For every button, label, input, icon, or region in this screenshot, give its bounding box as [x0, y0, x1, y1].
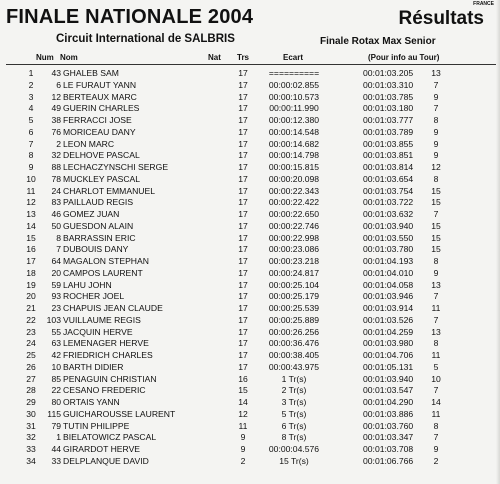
- cell-num: 7: [56, 244, 61, 255]
- cell-ecart: 00:00:22.998: [268, 232, 320, 243]
- cell-name: CAMPOS LAURENT: [63, 267, 143, 278]
- cell-trs: 17: [238, 361, 248, 372]
- cell-lap: 00:01:03.722: [363, 197, 414, 208]
- cell-name: ORTAIS YANN: [63, 397, 120, 407]
- cell-num: 44: [51, 444, 61, 454]
- cell-trs: 12: [238, 408, 248, 419]
- cell-pos: 8: [28, 150, 34, 161]
- cell-name: MUCKLEY PASCAL: [63, 173, 141, 184]
- cell-ecart: 00:00:22.746: [268, 220, 320, 231]
- cell-trs: 17: [238, 209, 248, 219]
- cell-num: 64: [51, 256, 61, 266]
- cell-tour: 11: [431, 350, 441, 360]
- cell-num: 115: [47, 408, 61, 419]
- cell-tour: 15: [431, 244, 441, 255]
- cell-tour: 9: [433, 91, 439, 102]
- cell-ecart: 8 Tr(s): [281, 432, 307, 443]
- cell-num: 93: [51, 291, 61, 302]
- cell-trs: 9: [240, 432, 246, 443]
- scan-edge: [496, 0, 500, 484]
- cell-pos: 15: [26, 232, 36, 243]
- cell-pos: 20: [26, 291, 36, 302]
- table-row: [0, 139, 500, 151]
- table-row: [0, 421, 500, 433]
- cell-lap: 00:01:03.940: [363, 220, 414, 231]
- cell-name: GUICHAROUSSE LAURENT: [63, 408, 176, 419]
- cell-pos: 13: [26, 209, 36, 219]
- cell-tour: 8: [433, 256, 439, 266]
- cell-pos: 24: [26, 338, 36, 349]
- col-header-nat: Nat: [208, 53, 221, 62]
- table-row: [0, 397, 500, 409]
- cell-pos: 12: [26, 197, 36, 208]
- cell-tour: 9: [433, 267, 439, 278]
- cell-num: 24: [51, 185, 61, 196]
- cell-name: BARTH DIDIER: [63, 361, 124, 372]
- cell-pos: 28: [26, 385, 36, 396]
- cell-tour: 10: [431, 373, 441, 384]
- cell-ecart: 2 Tr(s): [281, 385, 307, 396]
- cell-lap: 00:01:04.193: [363, 256, 414, 266]
- cell-num: 46: [51, 209, 61, 219]
- cell-lap: 00:01:03.708: [363, 444, 414, 454]
- cell-num: 23: [51, 303, 61, 313]
- page-title: FINALE NATIONALE 2004: [6, 6, 254, 28]
- cell-num: 59: [51, 279, 61, 290]
- col-header-pour-info: (Pour info au Tour): [368, 53, 440, 62]
- cell-tour: 13: [431, 279, 441, 290]
- table-row: [0, 103, 500, 115]
- cell-trs: 17: [238, 244, 248, 255]
- cell-tour: 7: [433, 79, 439, 90]
- cell-pos: 14: [26, 220, 36, 231]
- cell-trs: 17: [238, 350, 248, 360]
- cell-pos: 21: [26, 303, 36, 313]
- cell-lap: 00:01:04.290: [363, 397, 414, 407]
- cell-lap: 00:01:03.789: [363, 126, 414, 137]
- cell-lap: 00:01:04.058: [363, 279, 414, 290]
- cell-num: 88: [51, 162, 61, 172]
- cell-lap: 00:01:03.980: [363, 338, 414, 349]
- cell-name: GHALEB SAM: [63, 68, 119, 78]
- cell-num: 12: [51, 91, 61, 102]
- cell-trs: 17: [238, 338, 248, 349]
- table-row: [0, 162, 500, 174]
- cell-lap: 00:01:03.946: [363, 291, 414, 302]
- cell-trs: 16: [238, 373, 248, 384]
- cell-name: DELPLANQUE DAVID: [63, 455, 149, 466]
- cell-num: 63: [51, 338, 61, 349]
- cell-tour: 15: [431, 232, 441, 243]
- cell-trs: 17: [238, 197, 248, 208]
- table-row: [0, 150, 500, 162]
- table-row: [0, 197, 500, 209]
- cell-lap: 00:01:03.526: [363, 314, 414, 325]
- cell-lap: 00:01:03.785: [363, 91, 414, 102]
- cell-lap: 00:01:05.131: [363, 361, 414, 372]
- cell-pos: 27: [26, 373, 36, 384]
- table-row: [0, 68, 500, 80]
- cell-name: LECHACZYNSCHI SERGE: [63, 162, 169, 172]
- cell-pos: 2: [28, 79, 34, 90]
- cell-ecart: 00:00:04.576: [268, 444, 320, 454]
- cell-num: 80: [51, 397, 61, 407]
- cell-num: 6: [56, 79, 61, 90]
- cell-trs: 17: [238, 91, 248, 102]
- cell-name: GOMEZ JUAN: [63, 209, 120, 219]
- cell-lap: 00:01:04.010: [363, 267, 414, 278]
- table-row: [0, 374, 500, 386]
- cell-tour: 9: [433, 126, 439, 137]
- table-row: [0, 338, 500, 350]
- cell-lap: 00:01:03.654: [363, 173, 414, 184]
- cell-lap: 00:01:03.310: [363, 79, 414, 90]
- cell-pos: 25: [26, 350, 36, 360]
- cell-trs: 17: [238, 279, 248, 290]
- cell-ecart: 00:00:14.798: [268, 150, 320, 161]
- table-row: [0, 268, 500, 280]
- cell-lap: 00:01:03.205: [363, 68, 414, 78]
- cell-pos: 5: [28, 115, 34, 125]
- cell-name: FRIEDRICH CHARLES: [63, 350, 153, 360]
- header-divider: [6, 64, 496, 65]
- cell-pos: 9: [28, 162, 34, 172]
- table-row: [0, 209, 500, 221]
- cell-lap: 00:01:04.706: [363, 350, 414, 360]
- cell-ecart: 00:00:22.422: [268, 197, 320, 208]
- table-row: [0, 409, 500, 421]
- table-row: [0, 233, 500, 245]
- cell-trs: 17: [238, 68, 248, 78]
- cell-name: PAILLAUD REGIS: [63, 197, 134, 208]
- cell-ecart: 00:00:20.098: [268, 173, 320, 184]
- table-row: [0, 362, 500, 374]
- cell-ecart: 3 Tr(s): [281, 397, 307, 407]
- cell-pos: 33: [26, 444, 36, 454]
- cell-pos: 32: [26, 432, 36, 443]
- cell-trs: 17: [238, 326, 248, 337]
- cell-tour: 11: [431, 303, 441, 313]
- cell-num: 38: [51, 115, 61, 125]
- cell-pos: 19: [26, 279, 36, 290]
- col-header-num: Num: [36, 53, 54, 62]
- cell-name: JACQUIN HERVE: [63, 326, 133, 337]
- table-row: [0, 350, 500, 362]
- cell-ecart: 00:00:14.682: [268, 138, 320, 149]
- cell-num: 20: [51, 267, 61, 278]
- cell-name: BERTEAUX MARC: [63, 91, 137, 102]
- cell-pos: 29: [26, 397, 36, 407]
- cell-trs: 11: [238, 420, 248, 431]
- table-row: [0, 291, 500, 303]
- table-row: [0, 327, 500, 339]
- cell-lap: 00:01:03.777: [363, 115, 414, 125]
- cell-lap: 00:01:03.754: [363, 185, 414, 196]
- cell-ecart: 00:00:15.815: [268, 162, 320, 172]
- cell-name: ROCHER JOEL: [63, 291, 125, 302]
- cell-lap: 00:01:03.550: [363, 232, 414, 243]
- cell-trs: 17: [238, 314, 248, 325]
- cell-tour: 9: [433, 444, 439, 454]
- cell-ecart: 00:00:11.990: [269, 103, 319, 114]
- table-row: [0, 303, 500, 315]
- cell-name: BIELATOWICZ PASCAL: [63, 432, 157, 443]
- cell-pos: 10: [26, 173, 36, 184]
- cell-name: LEON MARC: [63, 138, 115, 149]
- cell-trs: 2: [240, 455, 246, 466]
- cell-lap: 00:01:03.780: [363, 244, 414, 255]
- cell-trs: 17: [238, 115, 248, 125]
- table-row: [0, 92, 500, 104]
- cell-tour: 7: [433, 314, 439, 325]
- table-row: [0, 244, 500, 256]
- cell-num: 42: [51, 350, 61, 360]
- cell-lap: 00:01:03.760: [363, 420, 414, 431]
- cell-tour: 2: [433, 455, 439, 466]
- cell-tour: 7: [433, 103, 439, 114]
- cell-lap: 00:01:03.814: [363, 162, 414, 172]
- cell-num: 22: [51, 385, 61, 396]
- cell-num: 76: [51, 126, 61, 137]
- cell-name: MORICEAU DANY: [63, 126, 136, 137]
- table-row: [0, 280, 500, 292]
- cell-lap: 00:01:06.766: [363, 455, 414, 466]
- cell-trs: 17: [238, 256, 248, 266]
- cell-pos: 22: [26, 314, 36, 325]
- cell-name: CESANO FREDERIC: [63, 385, 146, 396]
- cell-tour: 9: [433, 150, 439, 161]
- cell-ecart: 6 Tr(s): [281, 420, 307, 431]
- cell-ecart: 00:00:23.218: [268, 256, 320, 266]
- cell-tour: 15: [431, 220, 441, 231]
- table-row: [0, 174, 500, 186]
- table-row: [0, 256, 500, 268]
- circuit-name: Circuit International de SALBRIS: [56, 33, 235, 45]
- cell-ecart: 00:00:25.104: [268, 279, 320, 290]
- cell-ecart: 00:00:02.855: [268, 79, 320, 90]
- cell-lap: 00:01:03.180: [363, 103, 414, 114]
- cell-name: BARRASSIN ERIC: [63, 232, 136, 243]
- cell-tour: 8: [433, 338, 439, 349]
- col-header-nom: Nom: [60, 53, 78, 62]
- cell-lap: 00:01:04.259: [363, 326, 414, 337]
- cell-tour: 14: [431, 397, 441, 407]
- cell-lap: 00:01:03.347: [363, 432, 414, 443]
- cell-ecart: 00:00:12.380: [268, 115, 320, 125]
- cell-num: 8: [56, 232, 61, 243]
- cell-num: 49: [51, 103, 61, 114]
- cell-num: 1: [56, 432, 61, 443]
- cell-tour: 7: [433, 432, 439, 443]
- cell-name: CHARLOT EMMANUEL: [63, 185, 156, 196]
- cell-tour: 8: [433, 173, 439, 184]
- cell-name: LEMENAGER HERVE: [63, 338, 149, 349]
- cell-lap: 00:01:03.851: [363, 150, 414, 161]
- cell-tour: 12: [431, 162, 441, 172]
- cell-ecart: 00:00:23.086: [268, 244, 320, 255]
- cell-num: 85: [51, 373, 61, 384]
- cell-trs: 17: [238, 185, 248, 196]
- cell-name: CHAPUIS JEAN CLAUDE: [63, 303, 163, 313]
- cell-pos: 31: [26, 420, 36, 431]
- cell-num: 55: [51, 326, 61, 337]
- cell-ecart: 00:00:25.539: [268, 303, 320, 313]
- table-row: [0, 385, 500, 397]
- cell-name: LE FURAUT YANN: [63, 79, 137, 90]
- cell-pos: 30: [26, 408, 36, 419]
- cell-tour: 11: [431, 408, 441, 419]
- cell-trs: 17: [238, 232, 248, 243]
- cell-pos: 16: [26, 244, 36, 255]
- table-row: [0, 315, 500, 327]
- cell-lap: 00:01:03.914: [363, 303, 414, 313]
- cell-tour: 9: [433, 138, 439, 149]
- cell-num: 2: [56, 138, 61, 149]
- cell-trs: 17: [238, 173, 248, 184]
- cell-num: 32: [51, 150, 61, 161]
- results-heading: Résultats: [398, 8, 484, 29]
- cell-pos: 17: [26, 256, 36, 266]
- cell-tour: 13: [431, 326, 441, 337]
- cell-trs: 17: [238, 79, 248, 90]
- cell-num: 10: [51, 361, 61, 372]
- cell-tour: 7: [433, 385, 439, 396]
- cell-trs: 9: [240, 444, 246, 454]
- cell-pos: 1: [28, 68, 34, 78]
- col-header-trs: Trs: [237, 53, 250, 62]
- cell-ecart: 00:00:25.179: [268, 291, 320, 302]
- cell-trs: 17: [238, 162, 248, 172]
- cell-num: 33: [51, 455, 61, 466]
- cell-pos: 26: [26, 361, 36, 372]
- cell-lap: 00:01:03.940: [363, 373, 414, 384]
- cell-num: 43: [51, 68, 61, 78]
- table-row: [0, 127, 500, 139]
- cell-num: 83: [51, 197, 61, 208]
- cell-pos: 4: [28, 103, 34, 114]
- cell-ecart: 00:00:14.548: [268, 126, 320, 137]
- cell-trs: 17: [238, 220, 248, 231]
- cell-pos: 18: [26, 267, 36, 278]
- cell-ecart: 00:00:38.405: [268, 350, 320, 360]
- cell-trs: 15: [238, 385, 248, 396]
- cell-ecart: 1 Tr(s): [281, 373, 307, 384]
- table-row: [0, 456, 500, 468]
- cell-name: GIRARDOT HERVE: [63, 444, 141, 454]
- cell-ecart: 15 Tr(s): [279, 455, 309, 466]
- cell-num: 50: [51, 220, 61, 231]
- cell-ecart: 00:00:24.817: [268, 267, 320, 278]
- cell-trs: 14: [238, 397, 248, 407]
- brand-mark: FRANCE: [473, 1, 494, 7]
- col-header-ecart: Ecart: [283, 53, 304, 62]
- cell-tour: 13: [431, 68, 441, 78]
- cell-ecart: 00:00:22.650: [268, 209, 320, 219]
- cell-tour: 15: [431, 197, 441, 208]
- cell-name: GUESDON ALAIN: [63, 220, 134, 231]
- cell-num: 79: [51, 420, 61, 431]
- cell-tour: 15: [431, 185, 441, 196]
- cell-trs: 17: [238, 138, 248, 149]
- cell-lap: 00:01:03.632: [363, 209, 414, 219]
- cell-trs: 17: [238, 291, 248, 302]
- cell-lap: 00:01:03.547: [363, 385, 414, 396]
- cell-tour: 7: [433, 209, 439, 219]
- cell-ecart: 00:00:26.256: [268, 326, 320, 337]
- table-row: [0, 432, 500, 444]
- cell-name: TUTIN PHILIPPE: [63, 420, 130, 431]
- cell-ecart: 00:00:36.476: [268, 338, 320, 349]
- cell-tour: 5: [433, 361, 439, 372]
- cell-ecart: 00:00:43.975: [268, 361, 320, 372]
- race-category: Finale Rotax Max Senior: [320, 36, 436, 47]
- cell-num: 78: [51, 173, 61, 184]
- table-row: [0, 221, 500, 233]
- cell-trs: 17: [238, 150, 248, 161]
- cell-trs: 17: [238, 103, 248, 114]
- cell-name: FERRACCI JOSE: [63, 115, 132, 125]
- table-row: [0, 80, 500, 92]
- cell-ecart: ==========: [268, 68, 320, 78]
- cell-ecart: 00:00:25.889: [268, 314, 320, 325]
- cell-num: 103: [46, 314, 61, 325]
- cell-pos: 7: [28, 138, 34, 149]
- table-row: [0, 186, 500, 198]
- cell-pos: 3: [28, 91, 34, 102]
- cell-trs: 17: [238, 126, 248, 137]
- cell-trs: 17: [238, 267, 248, 278]
- cell-ecart: 00:00:22.343: [268, 185, 320, 196]
- cell-lap: 00:01:03.886: [363, 408, 414, 419]
- cell-ecart: 5 Tr(s): [281, 408, 307, 419]
- cell-name: GUERIN CHARLES: [63, 103, 140, 114]
- cell-name: VUILLAUME REGIS: [63, 314, 141, 325]
- cell-lap: 00:01:03.855: [363, 138, 414, 149]
- cell-pos: 34: [26, 455, 36, 466]
- table-row: [0, 444, 500, 456]
- cell-name: MAGALON STEPHAN: [63, 256, 149, 266]
- cell-tour: 7: [433, 291, 439, 302]
- cell-tour: 8: [433, 420, 439, 431]
- cell-tour: 8: [433, 115, 439, 125]
- cell-name: PENAGUIN CHRISTIAN: [63, 373, 157, 384]
- cell-trs: 17: [238, 303, 248, 313]
- cell-pos: 11: [26, 185, 36, 196]
- cell-ecart: 00:00:10.573: [268, 91, 320, 102]
- cell-pos: 23: [26, 326, 36, 337]
- table-row: [0, 115, 500, 127]
- cell-name: DUBOUIS DANY: [63, 244, 129, 255]
- cell-name: LAHU JOHN: [63, 279, 112, 290]
- cell-pos: 6: [28, 126, 34, 137]
- cell-name: DELHOVE PASCAL: [63, 150, 140, 161]
